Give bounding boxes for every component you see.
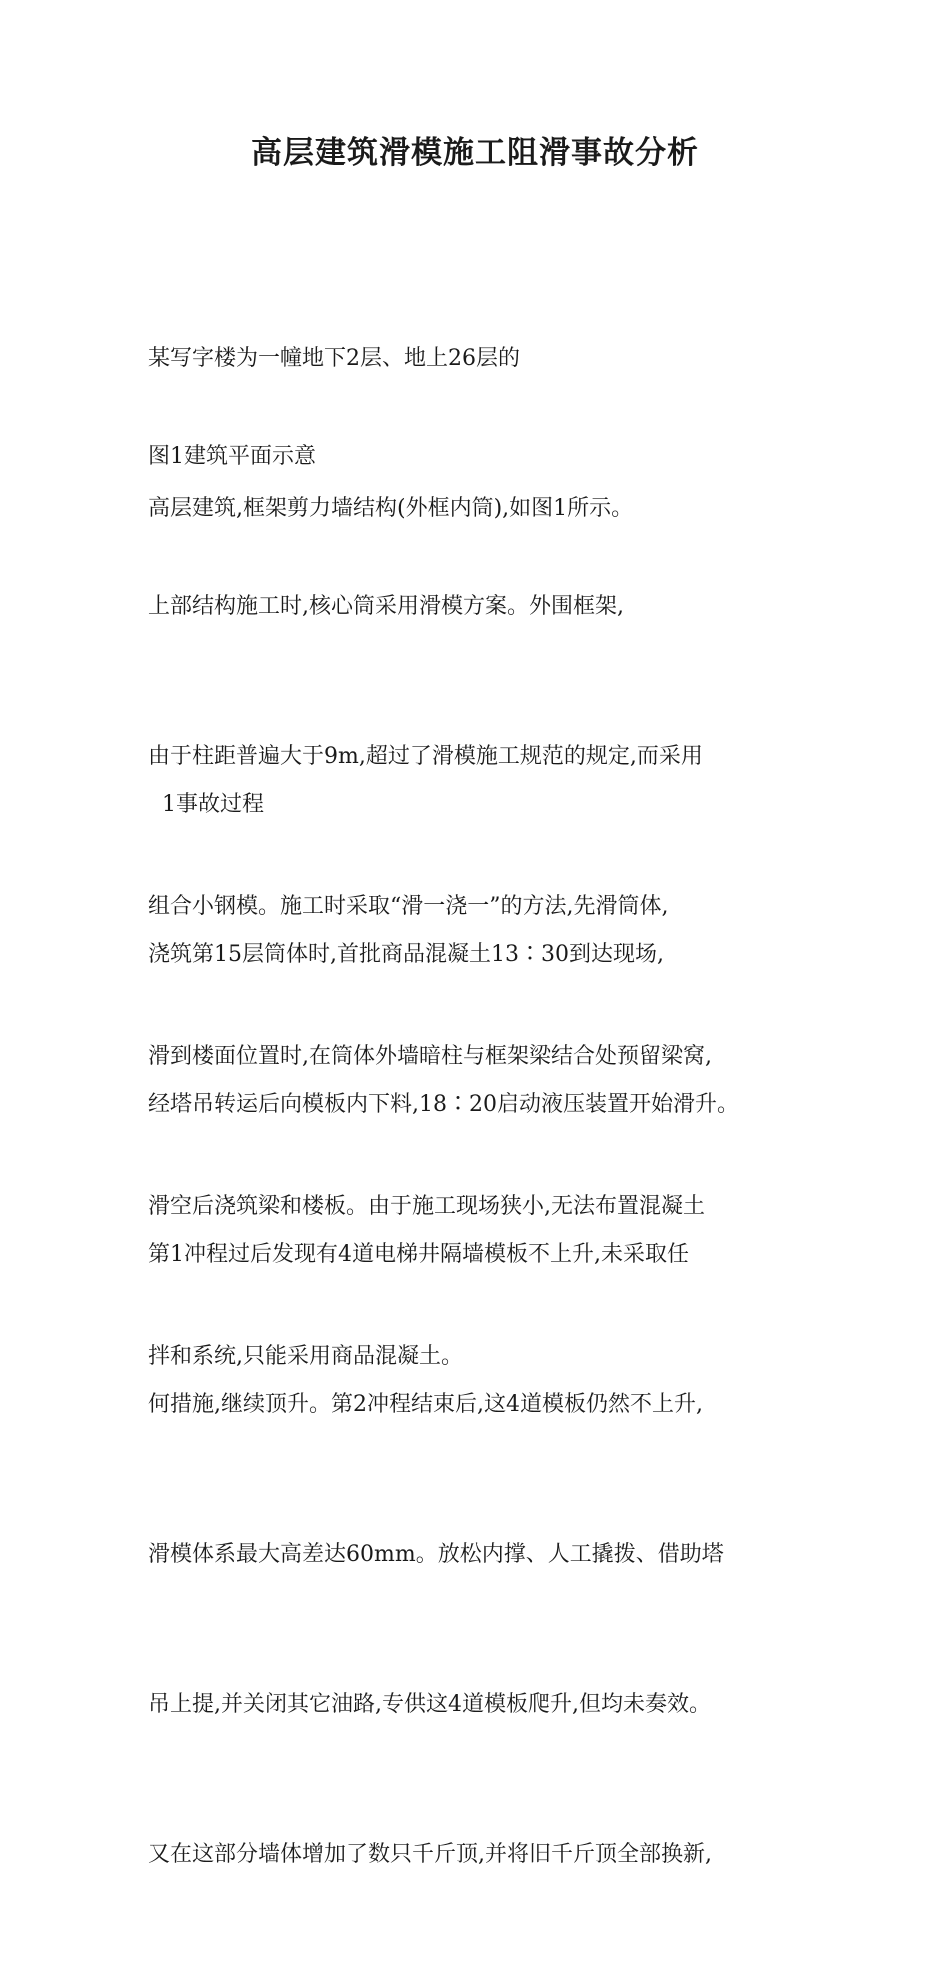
text-line: 何措施,继续顶升。第2冲程结束后,这4道模板仍然不上升, <box>148 1392 703 1417</box>
text-line: 某写字楼为一幢地下2层、地上26层的 <box>148 346 520 371</box>
text-line: 第1冲程过后发现有4道电梯井隔墙模板不上升,未采取任 <box>148 1242 689 1267</box>
text-line: 滑模体系最大高差达60mm。放松内撑、人工撬拨、借助塔 <box>148 1542 724 1567</box>
text-line: 滑空后浇筑梁和楼板。由于施工现场狭小,无法布置混凝土 <box>148 1194 705 1219</box>
text-line: 高层建筑,框架剪力墙结构(外框内筒),如图1所示。 <box>148 496 634 521</box>
text-line: 滑到楼面位置时,在筒体外墙暗柱与框架梁结合处预留梁窝, <box>148 1044 712 1069</box>
document-title: 高层建筑滑模施工阻滑事故分析 <box>251 135 699 171</box>
text-line: 上部结构施工时,核心筒采用滑模方案。外围框架, <box>148 594 624 619</box>
text-line: 由于柱距普遍大于9m,超过了滑模施工规范的规定,而采用 <box>148 744 703 769</box>
figure-caption: 图1建筑平面示意 <box>148 444 316 469</box>
text-line: 组合小钢模。施工时采取“滑一浇一”的方法,先滑筒体, <box>148 894 669 919</box>
text-line: 拌和系统,只能采用商品混凝土。 <box>148 1344 463 1369</box>
paragraph-accident-process <box>148 830 808 1980</box>
text-line: 又在这部分墙体增加了数只千斤顶,并将旧千斤顶全部换新, <box>148 1842 712 1867</box>
section-heading: 1事故过程 <box>148 792 264 817</box>
text-line: 浇筑第15层筒体时,首批商品混凝土13∶30到达现场, <box>148 942 664 967</box>
text-line: 经塔吊转运后向模板内下料,18∶20启动液压装置开始滑升。 <box>148 1092 739 1117</box>
text-line: 吊上提,并关闭其它油路,专供这4道模板爬升,但均未奏效。 <box>148 1692 711 1717</box>
